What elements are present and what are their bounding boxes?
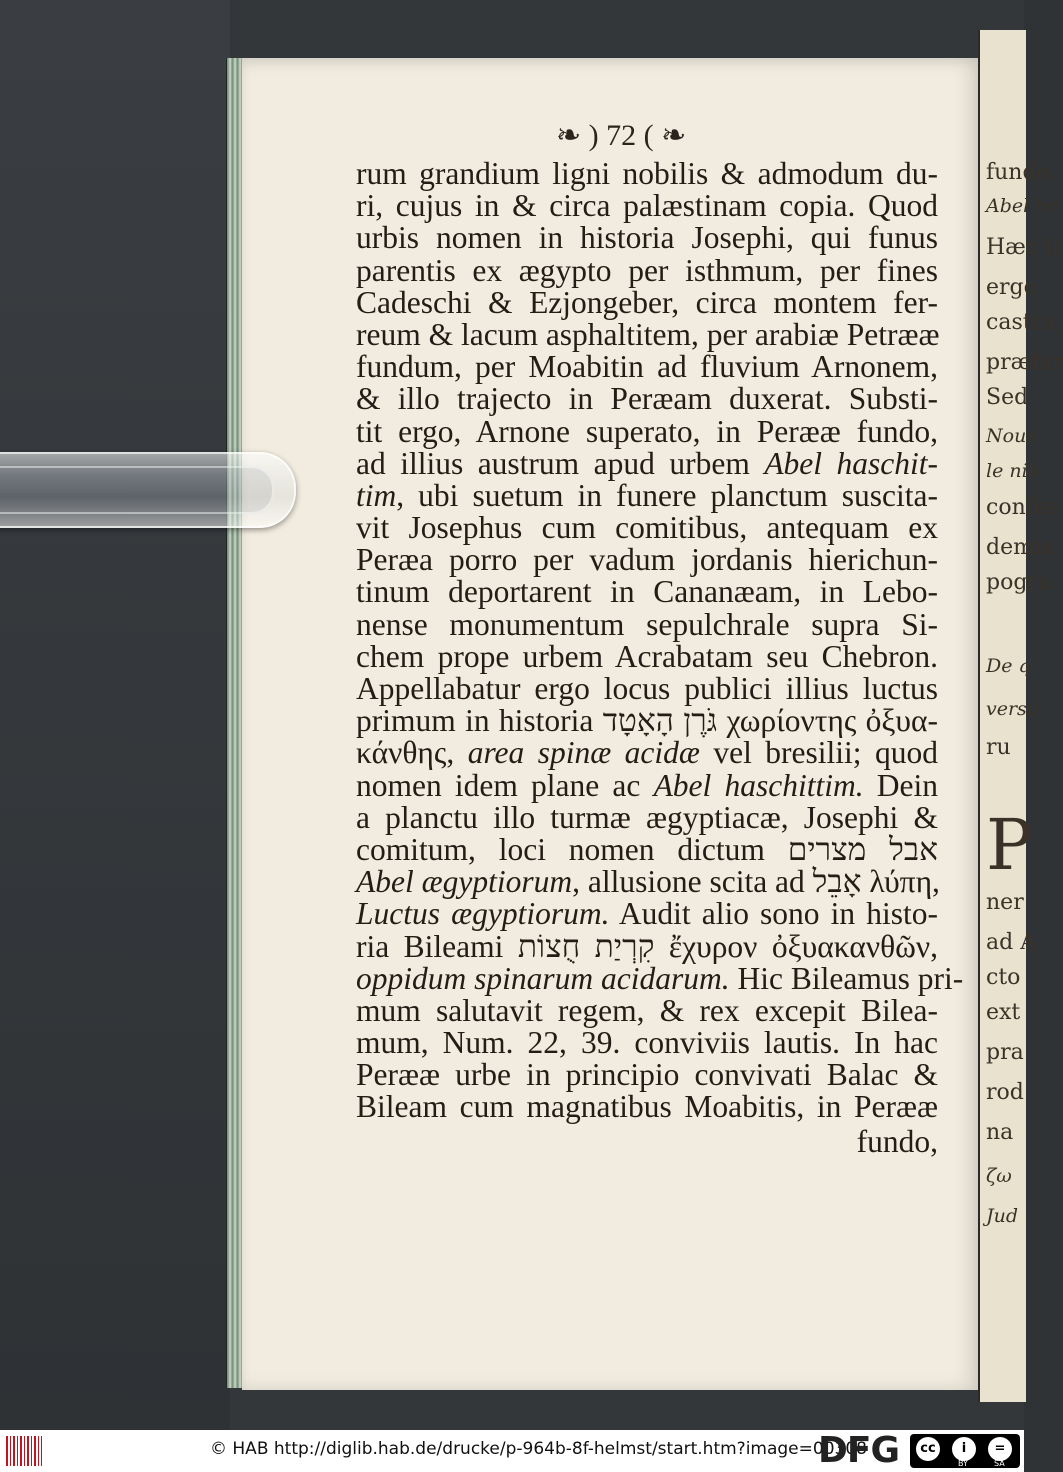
text-line: parentis ex ægypto per isthmum, per fines [356,252,938,288]
text-line: Abel ægyptiorum, allusione scita ad אָבֵל λύπη, [356,864,940,900]
text-line: vit Josephus cum comitibus, antequam ex [356,510,938,546]
left-background [0,0,230,1430]
adjacent-page-fragment: Jud [986,1205,1019,1227]
text-line: Cadeschi & Ezjongeber, circa montem fer- [356,284,938,320]
text-line: rum grandium ligni nobilis & admodum du- [356,156,938,191]
text-line: comitum, loci nomen dictum אבל מצרים [356,831,938,867]
italic-span: Abel haschit- [764,445,938,481]
text-line: Bileam cum magnatibus Moabitis, in Perææ [356,1089,938,1125]
footer-bar [0,1430,1024,1472]
page-body-text [356,156,964,1125]
adjacent-page-fragment: rod [986,1080,1024,1105]
text-line: Peræa porro per vadum jordanis hierichun- [356,542,938,578]
text-line: primum in historia גֹּרֶן הָאָטָד χωρίοντης ὀξυα- [356,703,939,739]
page-edge-stack [226,58,243,1388]
adjacent-page-fragment: fundo, [986,160,1057,185]
sa-icon: = [988,1437,1012,1461]
adjacent-page-fragment: confes [986,495,1059,520]
text-line: mum, Num. 22, 39. conviviis lautis. In hac [356,1025,938,1061]
adjacent-page-fragment: præfar [986,350,1063,375]
adjacent-page-fragment: ru [986,735,1011,760]
by-label: BY [958,1459,968,1468]
adjacent-page-fragment: ergo [986,275,1037,300]
adjacent-page-fragment: le nib [986,460,1040,482]
italic-span: oppidum spinarum acidarum. [356,960,730,996]
text-line: ria Bileami קִרְיַת חֻצוֹת ἔχυρον ὀξυακανθῶν, [356,928,939,964]
italic-span: Abel haschittim. [653,767,864,803]
text-line: nomen idem plane ac Abel haschittim. Dein [356,767,938,803]
text-line: tim, ubi suetum in funere planctum suscita- [356,477,938,513]
adjacent-page-fragment: Nous [986,425,1037,447]
by-icon: i [952,1437,976,1461]
text-line: Appellabatur ergo locus publici illius luctus [356,671,938,706]
italic-span: tim [356,477,397,513]
sa-label: SA [994,1459,1005,1468]
cc-license-badge[interactable] [910,1434,1020,1468]
dfg-logo: DFG [818,1430,900,1471]
adjacent-page [978,30,1063,1402]
text-line: mum salutavit regem, & rex excepit Bilea- [356,992,938,1028]
adjacent-page-fragment: ner [986,890,1024,915]
adjacent-page-fragment: Abel ha [986,195,1059,217]
adjacent-page-fragment: ζω [986,1165,1012,1187]
adjacent-page-fragment: pogra [986,570,1052,595]
text-line: oppidum spinarum acidarum. Hic Bileamus pri- [356,960,964,996]
adjacent-page-fragment: P [986,804,1034,886]
italic-span: area spinæ acidæ [467,735,700,771]
text-line: tit ergo, Arnone superato, in Perææ fundo, [356,413,938,449]
adjacent-page-fragment: pra [986,1040,1024,1065]
credit-link[interactable]: © HAB http://diglib.hab.de/drucke/p-964b-8f-helmst/start.htm?image=00308 [210,1439,867,1459]
adjacent-page-fragment: Sed [986,385,1029,410]
adjacent-page-fragment: Hæc il [986,235,1060,260]
text-line: Luctus ægyptiorum. Audit alio sono in histo- [356,896,939,932]
cc-icon: cc [916,1437,940,1461]
text-line: & illo trajecto in Peræam duxerat. Substi- [356,381,938,417]
adjacent-page-fragment: na [986,1120,1014,1145]
text-line: fundum, per Moabitin ad fluvium Arnonem, [356,349,938,385]
text-line: ri, cujus in & circa palæstinam copia. Quod [356,188,938,224]
page-holder-clip-inner [0,466,274,514]
catchword: fundo, [856,1124,938,1159]
text-line: chem prope urbem Acrabatam seu Chebron. [356,638,938,674]
text-line: nense monumentum sepulchrale supra Si- [356,606,938,642]
text-line: ad illius austrum apud urbem Abel haschit- [356,445,938,481]
hab-barcode-icon [6,1436,42,1466]
adjacent-page-fragment: cto [986,965,1021,990]
italic-span: Luctus ægyptiorum. [356,896,610,932]
adjacent-page-fragment: demia [986,535,1055,560]
adjacent-page-fragment: De q [986,655,1031,677]
adjacent-page-fragment: ext [986,1000,1021,1025]
adjacent-page-fragment: ad A [986,930,1037,955]
text-line: a planctu illo turmæ ægyptiacæ, Josephi & [356,799,938,835]
text-line: Perææ urbe in principio convivati Balac & [356,1057,938,1093]
adjacent-page-fragment: versu [986,698,1040,720]
text-line: κάνθης, area spinæ acidæ vel bresilii; quod [356,735,938,771]
catchword-block [356,1126,938,1158]
italic-span: Abel ægyptiorum [356,864,573,900]
text-line: reum & lacum asphaltitem, per arabiæ Petrææ [356,316,940,352]
text-line: urbis nomen in historia Josephi, qui funus [356,220,938,256]
adjacent-page-fragment: castra, [986,310,1063,335]
text-line: tinum deportarent in Cananæam, in Lebo- [356,574,938,610]
page-header: ❧ ) 72 ( ❧ [556,119,687,152]
